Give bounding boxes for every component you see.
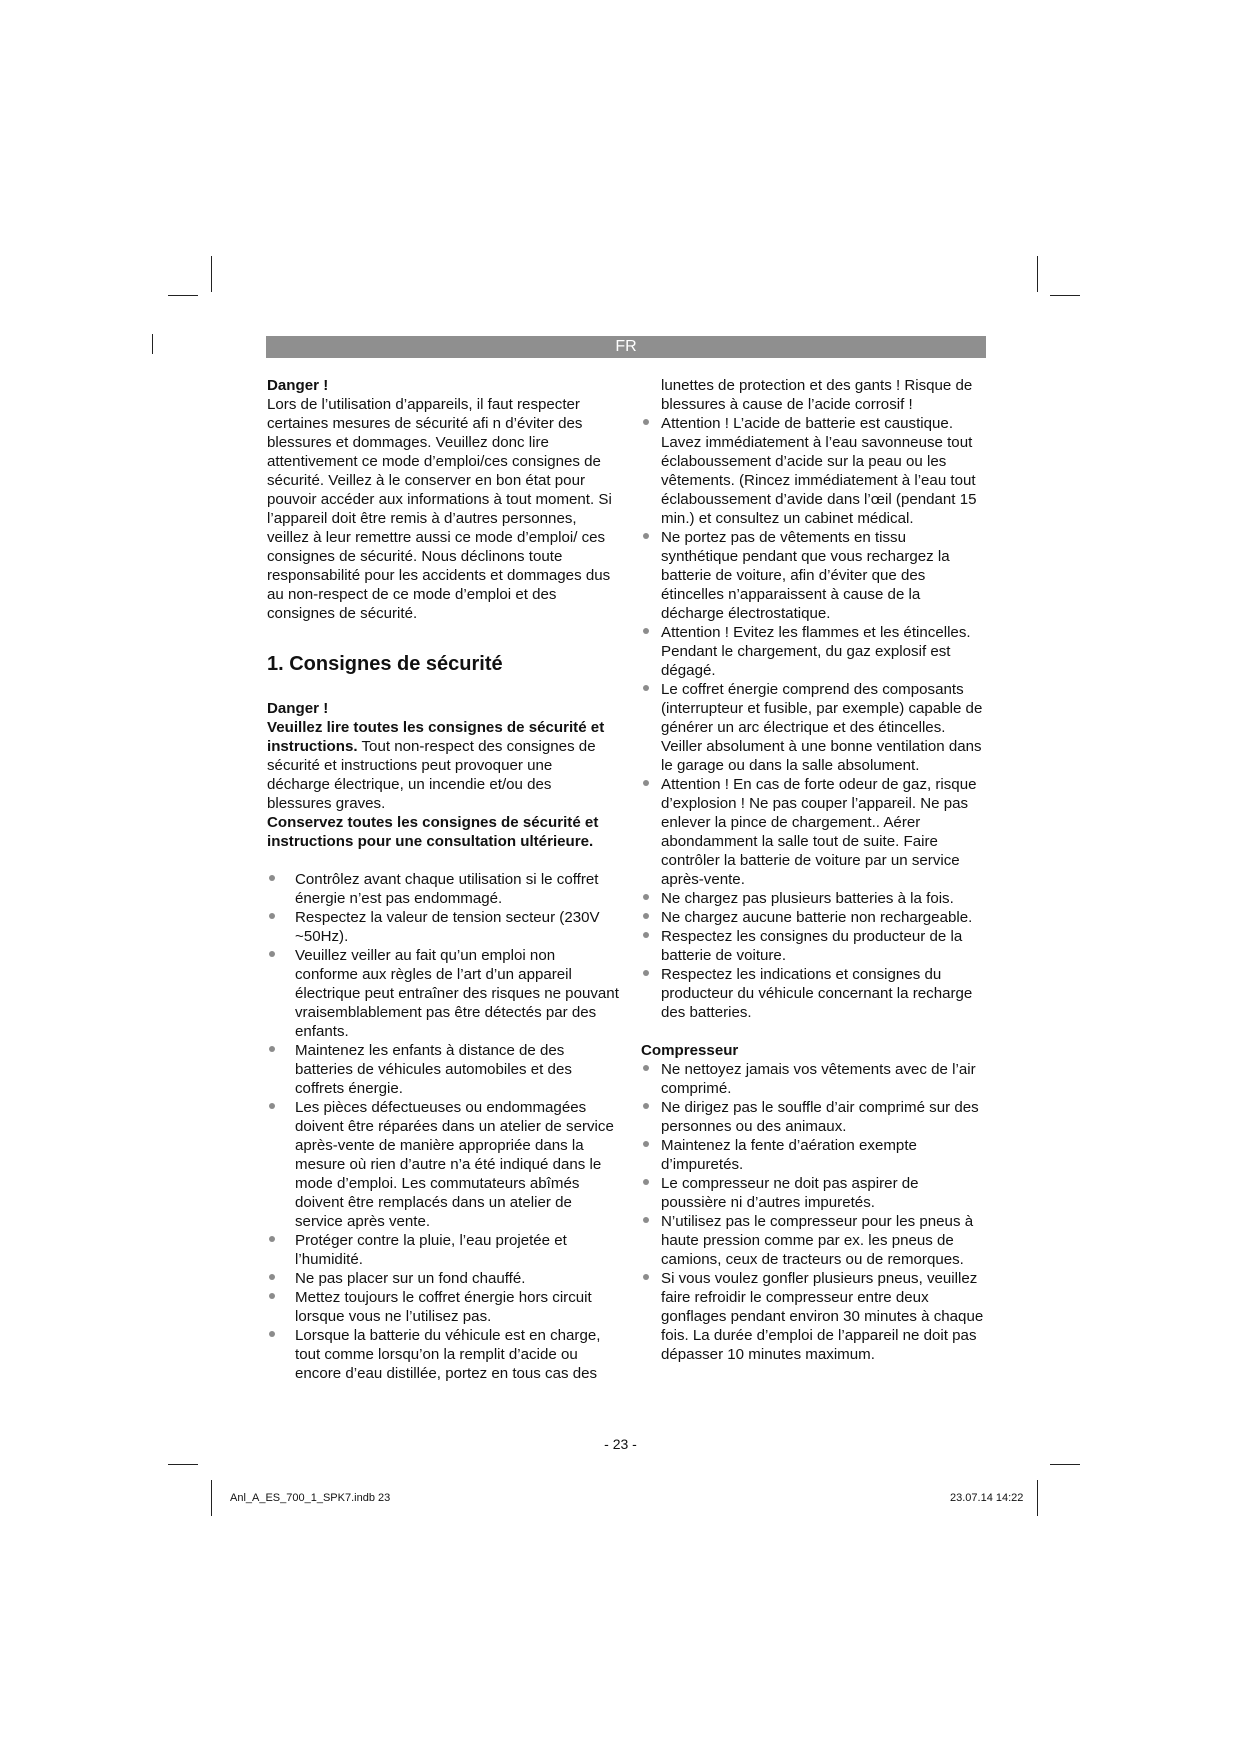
list-item: Ne portez pas de vêtements en tissu synthétique pendant que vous rechargez la batterie de voiture, afin d’éviter que des étincelles n’apparaissent à cause de la décharge électrostatique. [641,528,987,623]
bullet-icon [643,685,649,691]
list-item: Ne nettoyez jamais vos vêtements avec de l’air comprimé. [641,1060,987,1098]
bullet-icon [643,1103,649,1109]
list-item: Ne pas placer sur un fond chauffé. [267,1269,619,1288]
right-column [641,376,987,1364]
compressor-title: Compresseur [641,1042,739,1059]
bullet-icon [269,1236,275,1242]
bullet-icon [643,894,649,900]
crop-mark [211,256,212,292]
list-item: Maintenez la fente d’aération exempte d’impuretés. [641,1136,987,1174]
left-column [267,376,619,1383]
crop-mark [152,334,153,354]
bullet-icon [643,1274,649,1280]
bullet-icon [269,913,275,919]
file-info: Anl_A_ES_700_1_SPK7.indb 23 [230,1492,391,1504]
crop-mark [1050,1464,1080,1465]
warning-1-rest: Tout non-respect des consignes de sécurité et instructions peut provoquer une décharge électrique, un incendie et/ou des blessures graves. [267,738,596,812]
list-item: Ne chargez pas plusieurs batteries à la fois. [641,889,987,908]
list-item: Attention ! Evitez les flammes et les étincelles. Pendant le chargement, du gaz explosif est dégagé. [641,623,987,680]
warning-paragraph-2: Conservez toutes les consignes de sécurité et instructions pour une consultation ultérieure. [267,814,599,850]
intro-danger-title: Danger ! [267,377,329,394]
bullet-icon [643,780,649,786]
list-item: Mettez toujours le coffret énergie hors circuit lorsque vous ne l’utilisez pas. [267,1288,619,1326]
list-item: Respectez la valeur de tension secteur (230V ~50Hz). [267,908,619,946]
list-item: Ne chargez aucune batterie non rechargeable. [641,908,987,927]
continued-text: lunettes de protection et des gants ! Risque de blessures à cause de l’acide corrosif ! [661,377,973,413]
list-item: Attention ! L’acide de batterie est caustique. Lavez immédiatement à l’eau savonneuse tout éclaboussement d’acide sur la peau ou les vêtements. (Rincez immédiatement à l’eau tout éclaboussement d’avide dans l’œil (pendant 15 min.) et consultez un cabinet médical. [641,414,987,528]
crop-mark [1037,1480,1038,1516]
bullet-icon [643,1065,649,1071]
warning-paragraph-1 [267,718,619,813]
list-item: Le compresseur ne doit pas aspirer de poussière ni d’autres impuretés. [641,1174,987,1212]
bullet-icon [269,1046,275,1052]
bullet-icon [643,1141,649,1147]
bullet-icon [269,1103,275,1109]
warning-1-bold: Veuillez lire toutes les consignes de sécurité et instructions. [267,719,605,755]
bullet-icon [643,1217,649,1223]
bullet-icon [643,913,649,919]
bullet-icon [643,533,649,539]
list-item: Maintenez les enfants à distance de des batteries de véhicules automobiles et des coffrets énergie. [267,1041,619,1098]
crop-mark [1037,256,1038,292]
section-title: 1. Consignes de sécurité [267,653,503,675]
crop-mark [168,1464,198,1465]
list-item: Ne dirigez pas le souffle d’air comprimé sur des personnes ou des animaux. [641,1098,987,1136]
bullet-icon [643,970,649,976]
bullet-icon [643,419,649,425]
language-header-bar [266,336,986,358]
bullet-icon [269,1293,275,1299]
intro-text: Lors de l’utilisation d’appareils, il faut respecter certaines mesures de sécurité afi n d’éviter des blessures et dommages. Veuillez donc lire attentivement ce mode d’emploi/ces consignes de sécurité. Veillez à le conserver en bon état pour pouvoir accéder aux informations à tout moment. Si l’appareil doit être remis à d’autres personnes, veillez à leur remettre aussi ce mode d’emploi/ ces consignes de sécurité. Nous déclinons toute responsabilité pour les accidents et dommages dus au non-respect de ce mode d’emploi et des consignes de sécurité. [267,396,612,622]
list-item: Contrôlez avant chaque utilisation si le coffret énergie n’est pas endommagé. [267,870,619,908]
bullet-icon [269,1274,275,1280]
bullet-icon [269,875,275,881]
safety-bullet-list-continued [641,414,987,1022]
list-item: Les pièces défectueuses ou endommagées doivent être réparées dans un atelier de service après-vente de manière appropriée dans la mesure où rien d’autre n’a été indiqué dans le mode d’emploi. Les commutateurs abîmés doivent être remplacés dans un atelier de service après vente. [267,1098,619,1231]
list-item: Si vous voulez gonfler plusieurs pneus, veuillez faire refroidir le compresseur entre deux gonflages pendant environ 30 minutes à chaque fois. La durée d’emploi de l’appareil ne doit pas dépasser 10 minutes maximum. [641,1269,987,1364]
bullet-icon [643,932,649,938]
language-label: FR [615,338,637,355]
crop-mark [1050,295,1080,296]
list-item: Respectez les indications et consignes du producteur du véhicule concernant la recharge des batteries. [641,965,987,1022]
list-item: Veuillez veiller au fait qu’un emploi non conforme aux règles de l’art d’un appareil électrique peut entraîner des risques ne pouvant vraisemblablement pas être détectés par des enfants. [267,946,619,1041]
list-item: N’utilisez pas le compresseur pour les pneus à haute pression comme par ex. les pneus de camions, ceux de tracteurs ou de remorques. [641,1212,987,1269]
list-item: Respectez les consignes du producteur de la batterie de voiture. [641,927,987,965]
list-item: Protéger contre la pluie, l’eau projetée et l’humidité. [267,1231,619,1269]
list-item: Lorsque la batterie du véhicule est en charge, tout comme lorsqu’on la remplit d’acide ou encore d’eau distillée, portez en tous cas des [267,1326,619,1383]
compressor-bullet-list [641,1060,987,1364]
bullet-icon [643,1179,649,1185]
bullet-icon [643,628,649,634]
danger-title: Danger ! [267,700,329,717]
bullet-icon [269,951,275,957]
safety-bullet-list [267,870,619,1383]
page-number: - 23 - [604,1436,637,1452]
print-date-time: 23.07.14 14:22 [950,1492,1024,1504]
list-item: Le coffret énergie comprend des composants (interrupteur et fusible, par exemple) capable de générer un arc électrique et des étincelles. Veiller absolument à une bonne ventilation dans le garage ou dans la salle absolument. [641,680,987,775]
crop-mark [168,295,198,296]
bullet-icon [269,1331,275,1337]
crop-mark [211,1480,212,1516]
list-item: Attention ! En cas de forte odeur de gaz, risque d’explosion ! Ne pas couper l’appareil. Ne pas enlever la pince de chargement.. Aérer abondamment la salle tout de suite. Faire contrôler la batterie de voiture par un service après-vente. [641,775,987,889]
